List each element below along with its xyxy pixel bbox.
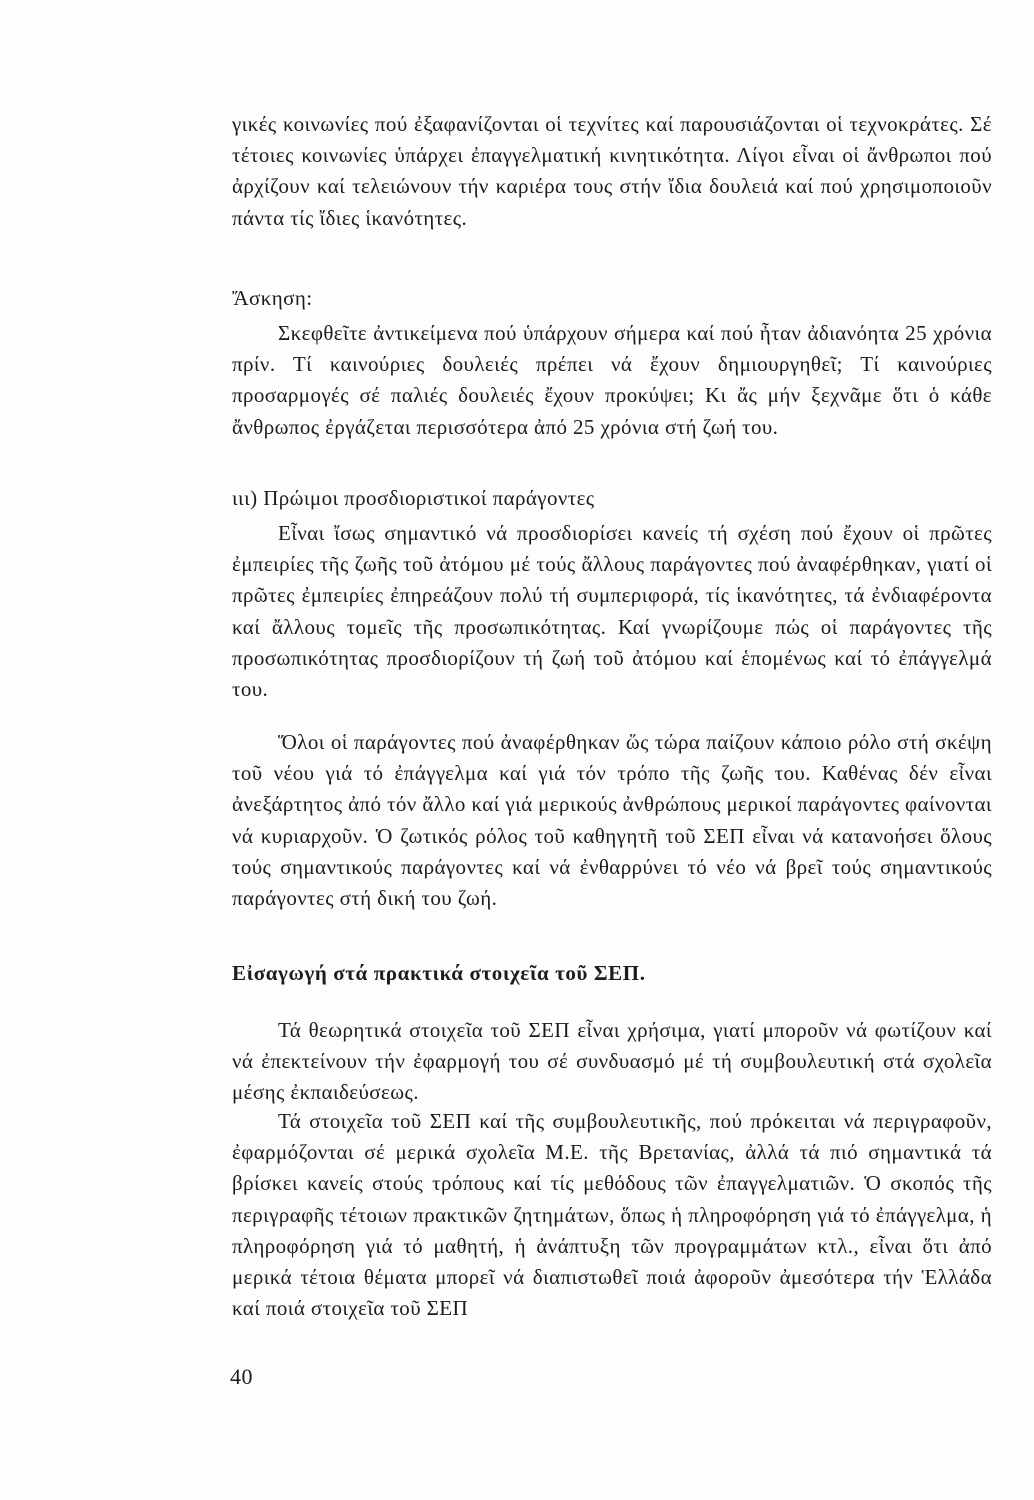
exercise-label-block	[232, 283, 992, 314]
section-paragraph: Τά στοιχεῖα τοῦ ΣΕΠ καί τῆς συμβουλευτικῆς, πού πρόκειται νά περιγραφοῦν, ἐφαρμόζονται σέ μερικά σχολεῖα Μ.Ε. τῆς Βρετανίας, ἀλλά τά πιό σημαντικά τά βρίσκει κανείς στούς τρόπους καί τίς μεθόδους τῶν ἐπαγγελματιῶν. Ὁ σκοπός τῆς περιγραφῆς τέτοιων πρακτικῶν ζητημάτων, ὅπως ἡ πληροφόρηση γιά τό ἐπάγγελμα, ἡ πληροφόρηση γιά τό μαθητή, ἡ ἀνάπτυξη τῶν προγραμμάτων κτλ., εἶναι ὅτι ἀπό μερικά τέτοια θέματα μπορεῖ νά διαπιστωθεῖ ποιά ἀφοροῦν ἀμεσότερα τήν Ἑλλάδα καί ποιά στοιχεῖα τοῦ ΣΕΠ	[232, 1109, 992, 1321]
page-number: 40	[230, 1364, 253, 1389]
section-paragraph: Τά θεωρητικά στοιχεῖα τοῦ ΣΕΠ εἶναι χρήσιμα, γιατί μποροῦν νά φωτίζουν καί νά ἐπεκτείνουν τήν ἐφαρμογή του σέ συνδυασμό μέ τή συμβουλευτική στά σχολεῖα μέσης ἐκπαιδεύσεως.	[232, 1018, 992, 1105]
section-paragraph-2-block	[232, 1106, 992, 1324]
section-heading: Εἰσαγωγή στά πρακτικά στοιχεῖα τοῦ ΣΕΠ.	[232, 961, 646, 985]
exercise-text-block	[232, 318, 992, 443]
subsection-heading: ιιι) Πρώιμοι προσδιοριστικοί παράγοντες	[232, 486, 595, 510]
exercise-label: Ἄσκηση:	[232, 286, 313, 310]
subsection-heading-block	[232, 483, 992, 514]
subsection-paragraph: Εἶναι ἴσως σημαντικό νά προσδιορίσει κανείς τή σχέση πού ἔχουν οἱ πρῶτες ἐμπειρίες τῆς ζωῆς τοῦ ἀτόμου μέ τούς ἄλλους παράγοντες πού ἀναφέρθηκαν, γιατί οἱ πρῶτες ἐμπειρίες ἐπηρεάζουν πολύ τή συμπεριφορά, τίς ἱκανότητες, τά ἐνδιαφέροντα καί ἄλλους τομεῖς τῆς προσωπικότητας. Καί γνωρίζουμε πώς οἱ παράγοντες τῆς προσωπικότητας προσδιορίζουν τή ζωή τοῦ ἀτόμου καί ἑπομένως καί τό ἐπάγγελμά του.	[232, 521, 992, 702]
subsection-paragraph-1-block	[232, 518, 992, 705]
section-heading-block	[232, 958, 992, 989]
subsection-paragraph: Ὅλοι οἱ παράγοντες πού ἀναφέρθηκαν ὥς τώρα παίζουν κάποιο ρόλο στή σκέψη τοῦ νέου γιά τό ἐπάγγελμα καί γιά τόν τρόπο τῆς ζωῆς του. Καθένας δέν εἶναι ἀνεξάρτητος ἀπό τόν ἄλλο καί γιά μερικούς ἀνθρώπους μερικοί παράγοντες φαίνονται νά κυριαρχοῦν. Ὁ ζωτικός ρόλος τοῦ καθηγητῆ τοῦ ΣΕΠ εἶναι νά κατανοήσει ὅλους τούς σημαντικούς παράγοντες καί νά ἐνθαρρύνει τό νέο νά βρεῖ τούς σημαντικούς παράγοντες στή δική του ζωή.	[232, 730, 992, 911]
subsection-paragraph-2-block	[232, 727, 992, 914]
continuation-paragraph-block	[232, 109, 992, 234]
exercise-text: Σκεφθεῖτε ἀντικείμενα πού ὑπάρχουν σήμερα καί πού ἦταν ἀδιανόητα 25 χρόνια πρίν. Τί καινούριες δουλειές πρέπει νά ἔχουν δημιουργηθεῖ; Τί καινούριες προσαρμογές σέ παλιές δουλειές ἔχουν προκύψει; Κι ἄς μήν ξεχνᾶμε ὅτι ὁ κάθε ἄνθρωπος ἐργάζεται περισσότερα ἀπό 25 χρόνια στή ζωή του.	[232, 321, 992, 439]
section-paragraph-1-block	[232, 1015, 992, 1109]
continuation-paragraph: γικές κοινωνίες πού ἐξαφανίζονται οἱ τεχνίτες καί παρουσιάζονται οἱ τεχνοκράτες. Σέ τέτοιες κοινωνίες ὑπάρχει ἐπαγγελματική κινητικότητα. Λίγοι εἶναι οἱ ἄνθρωποι πού ἀρχίζουν καί τελειώνουν τήν καριέρα τους στήν ἴδια δουλειά καί πού χρησιμοποιοῦν πάντα τίς ἴδιες ἱκανότητες.	[232, 112, 992, 230]
